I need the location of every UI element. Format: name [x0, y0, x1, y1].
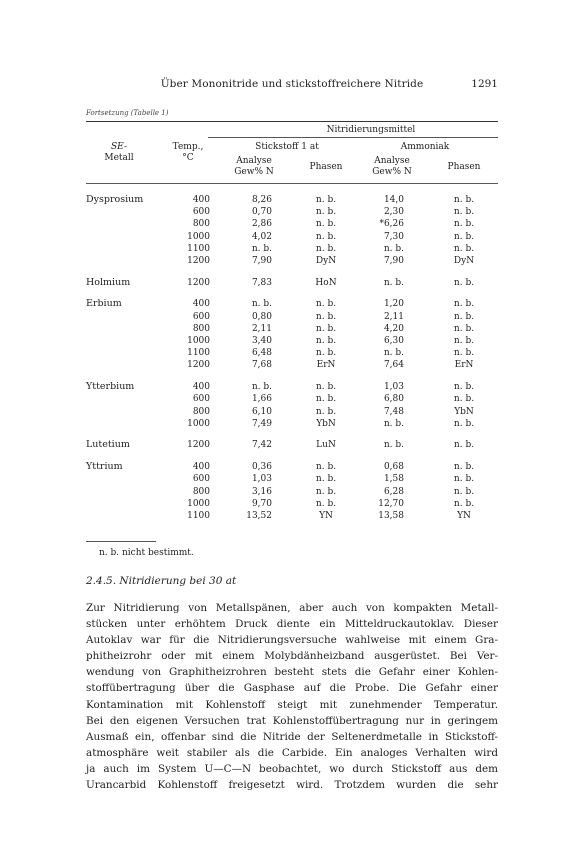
table-cell: n. b.: [383, 440, 404, 451]
header-group-rule: [208, 137, 498, 138]
body-line: Autoklav war für die Nitridierungsversuche wahlweise mit einem Gra-: [86, 634, 498, 647]
table-cell: 7,30: [383, 231, 404, 242]
table-cell: n. b.: [453, 440, 475, 451]
table-cell: 7,64: [383, 360, 404, 371]
body-line: stoffübertragung über die Gasphase auf die Probe. Die Gefahr einer: [86, 682, 498, 695]
table-cell: 1000: [187, 418, 210, 429]
body-line: atmosphäre weit stabiler als die Carbide. Ein analoges Verhalten wird: [86, 746, 498, 759]
body-line: Bei den eigenen Versuchen trat Kohlenstoffübertragung nur in geringem: [86, 714, 498, 727]
table-cell: 600: [192, 311, 210, 322]
table-cell: 400: [192, 299, 210, 310]
table-cell: 800: [192, 486, 210, 497]
table-cell: 6,30: [383, 336, 404, 346]
table-cell: 1,20: [383, 299, 404, 310]
table-cell: 1100: [187, 510, 210, 521]
table-cell: LuN: [316, 440, 336, 451]
table-cell: n. b.: [453, 277, 475, 288]
table-cell: YbN: [454, 406, 474, 417]
table-cell: 800: [192, 406, 210, 417]
table-cell: ErN: [316, 360, 336, 371]
table-cell: n. b.: [453, 311, 475, 322]
table-cell: 13,58: [378, 510, 404, 521]
table-cell: n. b.: [453, 382, 475, 393]
table-cell: 1200: [187, 440, 210, 451]
table-cell: n. b.: [453, 207, 475, 218]
table-cell: YN: [319, 510, 333, 521]
table-cell: 4,20: [383, 323, 404, 334]
table-cell: 400: [192, 382, 210, 393]
table-cell: 1,58: [383, 474, 404, 485]
table-cell: DyN: [453, 256, 475, 266]
table-cell: n. b.: [315, 498, 337, 509]
table-cell: n. b.: [453, 195, 475, 205]
table-cell: 1000: [187, 231, 210, 242]
table-cell: n. b.: [315, 486, 337, 497]
metal-name: Erbium: [86, 298, 122, 310]
metal-name: Dysprosium: [86, 194, 144, 205]
table-cell: n. b.: [315, 231, 337, 242]
table-cell: 7,48: [383, 406, 404, 417]
table-cell: 7,90: [251, 256, 272, 266]
table-cell: 14,0: [383, 195, 404, 205]
table-cell: 7,42: [251, 440, 272, 451]
table-cell: n. b.: [383, 418, 404, 429]
table-cell: 800: [192, 323, 210, 334]
table-cell: n. b.: [453, 394, 475, 405]
table-cell: n. b.: [315, 394, 337, 405]
body-line: Kontamination mit Kohlenstoff steigt mit zunehmender Temperatur.: [86, 698, 498, 711]
table-cell: 0,36: [251, 462, 272, 473]
table-cell: n. b.: [315, 323, 337, 334]
table-cell: n. b.: [383, 243, 404, 254]
body-line: wendung von Graphitheizrohren besteht stets die Gefahr einer Kohlen-: [86, 666, 498, 679]
table-cell: 400: [192, 462, 210, 473]
table-cell: 2,11: [251, 323, 272, 334]
body-line: ja auch im System U—C—N beobachtet, wo durch Stickstoff aus dem: [86, 762, 498, 775]
header-ammoniak: Ammoniak: [400, 142, 450, 152]
table-cell: 6,28: [383, 486, 404, 497]
table-cell: n. b.: [315, 474, 337, 485]
table-cell: n. b.: [315, 207, 337, 218]
table-cell: 1,03: [383, 382, 404, 393]
table-cell: n. b.: [453, 323, 475, 334]
table-cell: 1200: [187, 256, 210, 266]
table-cell: 2,30: [383, 207, 404, 218]
body-line: Zur Nitridierung von Metallspänen, aber auch von kompakten Metall-: [86, 602, 498, 614]
table-cell: 3,40: [251, 336, 272, 346]
table-cell: 2,86: [251, 219, 272, 230]
header-analyse-2: Gew% N: [234, 167, 274, 177]
table-cell: 600: [192, 394, 210, 405]
table-cell: 400: [192, 195, 210, 205]
footnote-rule: [86, 541, 156, 542]
table-cell: 0,68: [383, 462, 404, 473]
section-heading: 2.4.5. Nitridierung bei 30 at: [86, 575, 237, 587]
table-cell: n. b.: [453, 243, 475, 254]
table-cell: 0,80: [251, 311, 272, 322]
table-cell: n. b.: [315, 311, 337, 322]
footnote: n. b. nicht bestimmt.: [99, 548, 194, 558]
table-cell: n. b.: [315, 336, 337, 346]
table-cell: n. b.: [315, 462, 337, 473]
table-cell: DyN: [315, 256, 337, 266]
table-cell: ErN: [454, 360, 474, 371]
table-cell: 1100: [187, 348, 210, 359]
header-temp-1: Temp.,: [172, 142, 204, 152]
table-cell: 3,16: [251, 486, 272, 497]
header-analyse-1: Analyse: [236, 156, 272, 166]
header-stickstoff: Stickstoff 1 at: [255, 142, 319, 152]
table-cell: 600: [192, 207, 210, 218]
header-se-metal-1: SE-: [111, 142, 127, 152]
table-cell: n. b.: [453, 474, 475, 485]
table-cell: 7,83: [251, 277, 272, 288]
table-cell: YbN: [316, 418, 336, 429]
table-cell: n. b.: [251, 243, 272, 254]
table-cell: n. b.: [251, 299, 272, 310]
header-temp-2: °C: [182, 153, 194, 163]
table-cell: 7,49: [251, 418, 272, 429]
table-cell: n. b.: [251, 382, 272, 393]
body-paragraph: [86, 600, 498, 793]
page-number: 1291: [471, 78, 498, 90]
body-line: Urancarbid Kohlenstoff freigesetzt wird. Trotzdem wurden die sehr: [86, 779, 498, 792]
table-top-rule: [86, 121, 498, 122]
table-cell: n. b.: [315, 348, 337, 359]
table-cell: 1000: [187, 336, 210, 346]
table-cell: n. b.: [315, 382, 337, 393]
table-cell: n. b.: [315, 195, 337, 205]
table-cell: HoN: [315, 277, 337, 288]
header-nitridierungsmittel: Nitridierungsmittel: [326, 125, 416, 135]
table-cell: n. b.: [453, 299, 475, 310]
body-line: phitheizrohr oder mit einem Molybdänheizband ausgerüstet. Bei Ver-: [86, 650, 498, 663]
header-bottom-rule: [86, 183, 498, 184]
table-cell: n. b.: [453, 418, 475, 429]
table-cell: n. b.: [453, 498, 475, 509]
running-title: Über Mononitride und stickstoffreichere Nitride: [160, 78, 424, 90]
body-line: stücken unter erhöhtem Druck diente ein Mitteldruckautoklav. Dieser: [86, 618, 498, 631]
table-cell: n. b.: [315, 406, 337, 417]
table-cell: 600: [192, 474, 210, 485]
table-cell: 1000: [187, 498, 210, 509]
table-cell: 7,90: [383, 256, 404, 266]
header-analyse-4: Gew% N: [372, 167, 412, 177]
table-cell: 9,70: [251, 498, 272, 509]
metal-name: Yttrium: [86, 461, 123, 473]
table-cell: 1200: [187, 277, 210, 288]
table-cell: n. b.: [453, 336, 475, 346]
table-cell: *6,26: [379, 219, 404, 230]
table-cell: n. b.: [453, 231, 475, 242]
table-cell: 1,03: [251, 474, 272, 485]
table-cell: 1100: [187, 243, 210, 254]
page-header: [86, 78, 498, 92]
table-cell: 7,68: [251, 360, 272, 371]
table-cell: 2,11: [383, 311, 404, 322]
table-cell: n. b.: [453, 462, 475, 473]
table-cell: 12,70: [378, 498, 404, 509]
metal-name: Ytterbium: [86, 381, 135, 393]
table-cell: n. b.: [383, 277, 404, 288]
header-analyse-3: Analyse: [374, 156, 410, 166]
table-cell: n. b.: [453, 348, 475, 359]
metal-name: Lutetium: [86, 439, 130, 451]
table-cell: n. b.: [453, 486, 475, 497]
body-line: Ausmaß ein, offenbar sind die Nitride der Seltenerdmetalle in Stickstoff-: [86, 730, 498, 743]
table-cell: 0,70: [251, 207, 272, 218]
table-cell: n. b.: [315, 299, 337, 310]
table-continuation-label: Fortsetzung (Tabelle 1): [86, 109, 169, 117]
table-cell: 13,52: [246, 510, 272, 521]
table-cell: n. b.: [383, 348, 404, 359]
table-cell: 6,80: [383, 394, 404, 405]
table-cell: n. b.: [453, 219, 475, 230]
table-cell: 1200: [187, 360, 210, 371]
header-se-metal-2: Metall: [104, 153, 134, 163]
table-cell: 4,02: [251, 231, 272, 242]
header-phasen-2: Phasen: [447, 162, 481, 172]
header-phasen: Phasen: [309, 162, 343, 172]
table-cell: 6,48: [251, 348, 272, 359]
table-cell: 800: [192, 219, 210, 230]
table-cell: 8,26: [251, 195, 272, 205]
table-cell: YN: [457, 510, 471, 521]
table-cell: 1,66: [251, 394, 272, 405]
table-cell: n. b.: [315, 243, 337, 254]
metal-name: Holmium: [86, 276, 131, 288]
table-cell: n. b.: [315, 219, 337, 230]
table-cell: 6,10: [251, 406, 272, 417]
